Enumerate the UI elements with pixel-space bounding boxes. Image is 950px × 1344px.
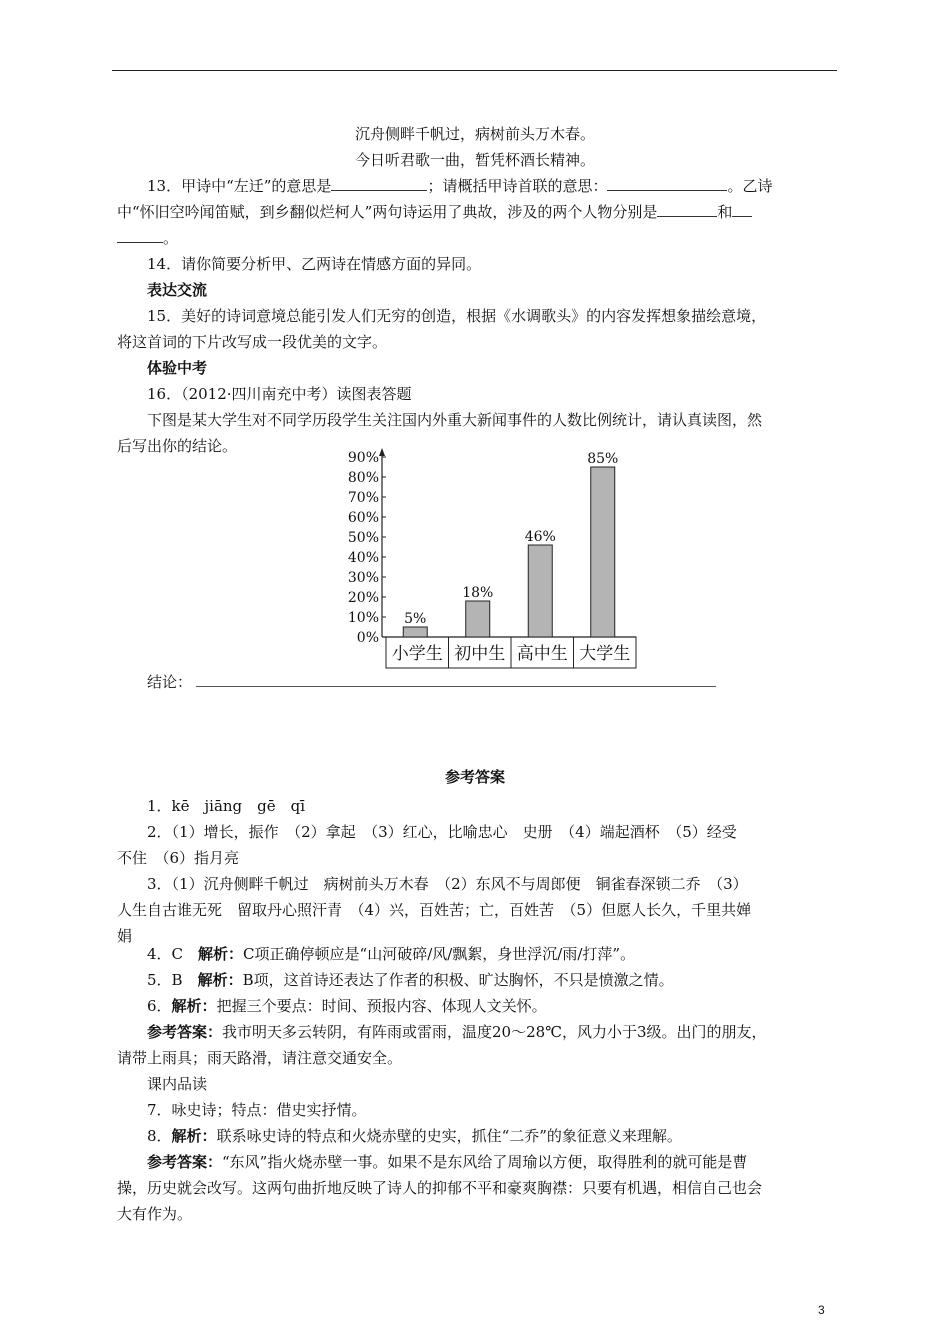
answer-4-text: C项正确停顿应是“山河破碎/风/飘絮，身世浮沉/雨/打萍”。	[243, 945, 636, 963]
answer-2-line-2: 不住 （6）指月亮	[117, 849, 240, 867]
y-tick-label: 80%	[347, 470, 379, 486]
bar-chart	[340, 448, 640, 670]
conclusion-answer-line	[196, 686, 716, 687]
y-tick-label: 50%	[347, 530, 379, 546]
question-16-line-2: 后写出你的结论。	[117, 437, 238, 455]
q13-text-a: 13．甲诗中“左迁”的意思是	[147, 177, 332, 195]
answer-8-reference-text: “东风”指火烧赤壁一事。如果不是东风给了周瑜以方便，取得胜利的就可能是曹	[222, 1153, 748, 1171]
answer-8-reference-label: 参考答案：	[147, 1153, 223, 1171]
answer-8-label: 解析：	[171, 1127, 217, 1145]
y-tick-label: 90%	[347, 450, 379, 466]
y-tick-label: 40%	[347, 550, 379, 566]
answer-2-line-1: 2．（1）增长，振作 （2）拿起 （3）红心，比喻忠心 史册 （4）端起酒杯 （5）经受	[147, 823, 737, 841]
bar-value-label: 18%	[462, 585, 494, 601]
q13-text-b: ；请概括甲诗首联的意思：	[427, 177, 608, 195]
q13-blank-4	[732, 202, 752, 217]
bar-4	[591, 467, 615, 637]
bar-2	[466, 601, 490, 637]
question-13-line-3	[117, 228, 178, 248]
section-expression-heading: 表达交流	[147, 281, 208, 299]
q13-blank-3	[657, 202, 717, 217]
category-label: 高中生	[516, 644, 568, 664]
q13-text-c: 。乙诗	[727, 177, 773, 195]
answer-6-reference-label: 参考答案：	[147, 1023, 223, 1041]
page-number: 3	[818, 1303, 825, 1317]
section-inclass-heading: 课内品读	[147, 1075, 208, 1093]
y-tick-label: 10%	[347, 610, 379, 626]
answer-7: 7．咏史诗；特点：借史实抒情。	[147, 1101, 367, 1119]
bar-value-label: 85%	[587, 451, 619, 467]
answer-6-reference-line-1	[147, 1022, 767, 1042]
y-axis-arrow	[379, 448, 385, 456]
conclusion-label: 结论：	[147, 673, 193, 691]
answer-8-reference-line-2: 操，历史就会改写。这两句曲折地反映了诗人的抑郁不平和豪爽胸襟：只要有机遇，相信自己也会	[117, 1179, 763, 1197]
q13-blank-2	[607, 176, 727, 191]
answer-6	[147, 996, 547, 1016]
header-rule	[112, 70, 837, 71]
answers-heading: 参考答案	[444, 768, 505, 786]
answer-8-reference-line-3: 大有作为。	[117, 1205, 193, 1223]
bars	[403, 467, 615, 637]
section-exam-heading: 体验中考	[147, 359, 208, 377]
answer-1: 1．kē jiāng gē qī	[147, 797, 306, 815]
category-label: 初中生	[454, 644, 506, 664]
question-13-line-1	[147, 176, 772, 196]
question-14: 14．请你简要分析甲、乙两诗在情感方面的异同。	[147, 255, 482, 273]
answer-8-reference-line-1	[147, 1152, 747, 1172]
q13-text-f: 。	[163, 229, 179, 247]
answer-3-line-1: 3．（1）沉舟侧畔千帆过 病树前头万木春 （2）东风不与周郎便 铜雀春深锁二乔 （3）	[147, 875, 748, 893]
data-labels	[404, 451, 618, 627]
question-16-line-1: 下图是某大学生对不同学历段学生关注国内外重大新闻事件的人数比例统计，请认真读图，然	[147, 411, 763, 429]
answer-6-text: 把握三个要点：时间、预报内容、体现人文关怀。	[216, 997, 547, 1015]
answer-6-prefix: 6．	[147, 997, 172, 1015]
answer-6-label: 解析：	[171, 997, 217, 1015]
q13-blank-1	[331, 176, 427, 191]
category-label: 大学生	[579, 644, 631, 664]
question-15-line-1: 15．美好的诗词意境总能引发人们无穷的创造，根据《水调歌头》的内容发挥想象描绘意境，	[147, 307, 767, 325]
answer-4	[147, 944, 635, 964]
poem-line-2: 今日听君歌一曲，暂凭杯酒长精神。	[354, 151, 595, 169]
answer-8	[147, 1126, 682, 1146]
q13-text-e: 和	[717, 203, 733, 221]
question-16-title: 16．（2012·四川南充中考）读图表答题	[147, 385, 412, 403]
answer-8-prefix: 8．	[147, 1127, 172, 1145]
answer-4-prefix: 4．C	[147, 945, 199, 963]
y-tick-label: 0%	[356, 630, 379, 646]
poem-line-1: 沉舟侧畔千帆过，病树前头万木春。	[354, 125, 595, 143]
answer-8-text: 联系咏史诗的特点和火烧赤壁的史实，抓住“二乔”的象征意义来理解。	[216, 1127, 682, 1145]
y-tick-label: 20%	[347, 590, 379, 606]
answer-6-reference-text: 我市明天多云转阴，有阵雨或雷雨，温度20～28℃，风力小于3级。出门的朋友，	[222, 1023, 767, 1041]
answer-4-label: 解析：	[198, 945, 244, 963]
y-tick-label: 60%	[347, 510, 379, 526]
bar-1	[403, 627, 427, 637]
answer-5-label: 解析：	[197, 971, 243, 989]
q13-text-d: 中“怀旧空吟闻笛赋，到乡翻似烂柯人”两句诗运用了典故，涉及的两个人物分别是	[117, 203, 658, 221]
y-tick-label: 70%	[347, 490, 379, 506]
bar-3	[528, 545, 552, 637]
question-15-line-2: 将这首词的下片改写成一段优美的文字。	[117, 333, 388, 351]
y-tick-label: 30%	[347, 570, 379, 586]
answer-5	[147, 970, 674, 990]
category-label: 小学生	[391, 644, 443, 664]
answer-3-line-3: 娟	[117, 927, 133, 945]
bar-value-label: 46%	[524, 529, 556, 545]
y-axis-ticks	[348, 450, 386, 646]
answer-3-line-2: 人生自古谁无死 留取丹心照汗青 （4）兴，百姓苦；亡，百姓苦 （5）但愿人长久，千里共婵	[117, 901, 752, 919]
answer-6-reference-line-2: 请带上雨具；雨天路滑，请注意交通安全。	[117, 1049, 403, 1067]
answer-5-prefix: 5．B	[147, 971, 198, 989]
question-13-line-2	[117, 202, 752, 222]
q13-blank-5	[117, 228, 163, 243]
answer-5-text: B项，这首诗还表达了作者的积极、旷达胸怀，不只是愤激之情。	[242, 971, 674, 989]
bar-value-label: 5%	[404, 611, 427, 627]
